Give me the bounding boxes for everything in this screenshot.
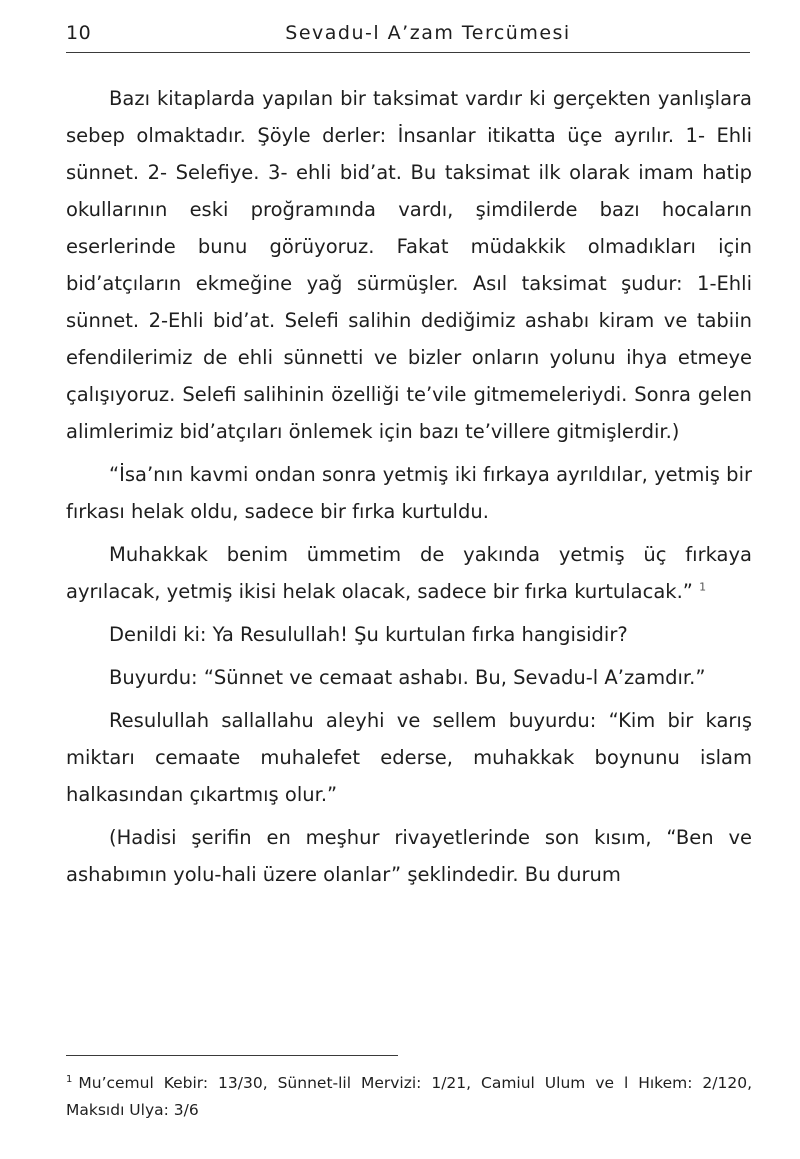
paragraph-with-footnote-ref	[66, 536, 752, 610]
paragraph: “İsa’nın kavmi ondan sonra yetmiş iki fırkaya ayrıldılar, yetmiş bir fırkası helak oldu, sadece bir fırka kurtuldu.	[66, 463, 752, 523]
footnote-text: Mu’cemul Kebir: 13/30, Sünnet-lil Mervizi: 1/21, Camiul Ulum ve l Hıkem: 2/120, Maksıdı Ulya: 3/6	[66, 1074, 752, 1119]
running-title: Sevadu-l A’zam Tercümesi	[285, 22, 571, 44]
footnote	[66, 1070, 752, 1124]
page-number: 10	[66, 22, 92, 44]
footnote-marker: 1	[66, 1073, 73, 1085]
footnote-divider	[66, 1055, 398, 1056]
paragraph: Denildi ki: Ya Resulullah! Şu kurtulan fırka hangisidir?	[109, 623, 628, 646]
body-text	[66, 80, 752, 893]
paragraph: Buyurdu: “Sünnet ve cemaat ashabı. Bu, Sevadu-l A’zamdır.”	[109, 666, 706, 689]
paragraph: Bazı kitaplarda yapılan bir taksimat vardır ki gerçekten yanlışlara sebep olmaktadır. Şöyle derler: İnsanlar itikatta üçe ayrılır. 1- Ehli sünnet. 2- Selefiye. 3- ehli bid’at. Bu taksimat ilk olarak imam hatip okullarının eski proğramında vardı, şimdilerde bazı hocaların eserlerinde bunu görüyoruz. Fakat müdakkik olmadıkları için bid’atçıların ekmeğine yağ sürmüşler. Asıl taksimat şudur: 1-Ehli sünnet. 2-Ehli bid’at. Selefi salihin dediğimiz ashabı kiram ve tabiin efendilerimiz de ehli sünnetti ve bizler onların yolunu ihya etmeye çalışıyoruz. Selefi salihinin özelliği te’vile gitmemeleriydi. Sonra gelen alimlerimiz bid’atçıları önlemek için bazı te’villere gitmişlerdir.)	[66, 87, 752, 443]
page-header	[66, 20, 750, 53]
paragraph: (Hadisi şerifin en meşhur rivayetlerinde son kısım, “Ben ve ashabımın yolu-hali üzere olanlar” şeklindedir. Bu durum	[66, 826, 752, 886]
footnote-reference[interactable]: 1	[699, 580, 707, 594]
paragraph-text: Muhakkak benim ümmetim de yakında yetmiş üç fırkaya ayrılacak, yetmiş ikisi helak olacak, sadece bir fırka kurtulacak.”	[66, 543, 752, 603]
paragraph: Resulullah sallallahu aleyhi ve sellem buyurdu: “Kim bir karış miktarı cemaate muhalefet ederse, muhakkak boynunu islam halkasından çıkartmış olur.”	[66, 709, 752, 806]
